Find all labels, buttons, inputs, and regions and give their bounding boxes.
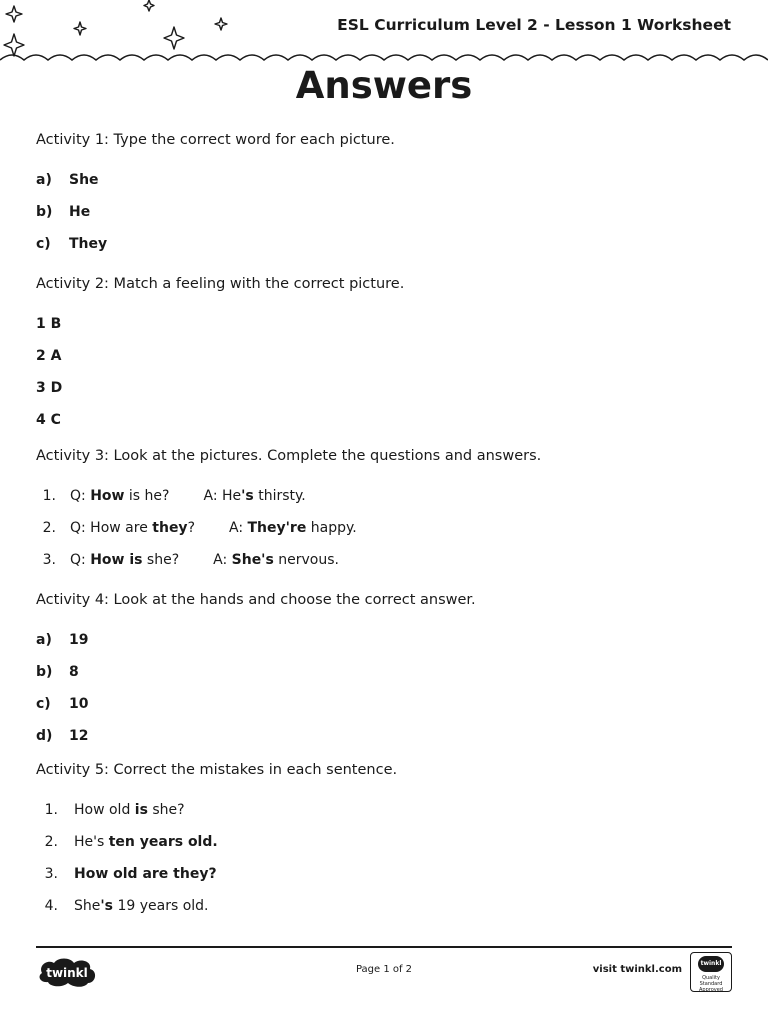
list-item [36,308,736,340]
answer-text: 12 [69,728,89,744]
list-item: a) 19 [36,632,89,648]
footer-divider [36,946,732,948]
list-item: 4. She's 19 years old. [44,898,209,914]
answer-text: 10 [69,696,89,712]
star-icon [144,0,154,11]
list-item: 3. How old are they? [44,866,217,882]
list-item: 1. Q: How is he? A: He's thirsty. [36,480,736,512]
list-item: 2. He's ten years old. [44,834,218,850]
star-icon [164,27,184,49]
list-item [36,340,736,372]
svg-text:twinkl: twinkl [46,966,88,980]
list-item: 2. Q: How are they? A: They're happy. [36,512,736,544]
list-item [36,372,736,404]
star-icon [74,22,86,35]
answer-text: 8 [69,664,79,680]
answer-text: A: She's nervous. [213,552,339,568]
list-item: c) 10 [36,696,89,712]
answers-content [36,128,736,922]
badge-logo: twinkl [698,956,724,972]
question-text: Q: How is she? [70,552,180,568]
list-item: c) They [36,236,108,252]
list-item: d) 12 [36,728,89,744]
list-item: 3. Q: How is she? A: She's nervous. [36,544,736,576]
answer-text: She [69,172,99,188]
page-title: Answers [295,64,473,107]
header-decoration [0,0,768,70]
answer-text: 4 C [36,412,61,428]
star-icon [6,6,22,22]
badge-text: Quality Standard Approved [699,975,723,993]
quality-badge [690,952,732,992]
activity3-instruction: Activity 3: Look at the pictures. Complete the questions and answers. [36,448,542,464]
answer-text: They [69,236,108,252]
activity2-instruction: Activity 2: Match a feeling with the correct picture. [36,276,405,292]
worksheet-header-title: ESL Curriculum Level 2 - Lesson 1 Worksheet [337,16,731,34]
activity5-instruction: Activity 5: Correct the mistakes in each sentence. [36,762,398,778]
answer-text: A: He's thirsty. [203,488,306,504]
list-item: 1. How old is she? [44,802,185,818]
answer-text: 3 D [36,380,63,396]
activity4-instruction: Activity 4: Look at the hands and choose the correct answer. [36,592,476,608]
visit-link[interactable]: visit twinkl.com [592,964,682,975]
list-item: a) She [36,172,99,188]
scalloped-border [0,55,768,60]
question-text: Q: How is he? [70,488,170,504]
activity1-instruction: Activity 1: Type the correct word for each picture. [36,132,395,148]
star-icon [215,18,227,30]
answer-text: 19 [69,632,89,648]
question-text: Q: How are they? [70,520,195,536]
list-item [36,404,736,436]
list-item: b) 8 [36,664,79,680]
star-icon [4,34,24,56]
list-item: b) He [36,204,91,220]
answer-text: He [69,204,91,220]
answer-text: 1 B [36,316,62,332]
answer-text: A: They're happy. [229,520,357,536]
answer-text: 2 A [36,348,62,364]
page-number: Page 1 of 2 [355,964,413,975]
